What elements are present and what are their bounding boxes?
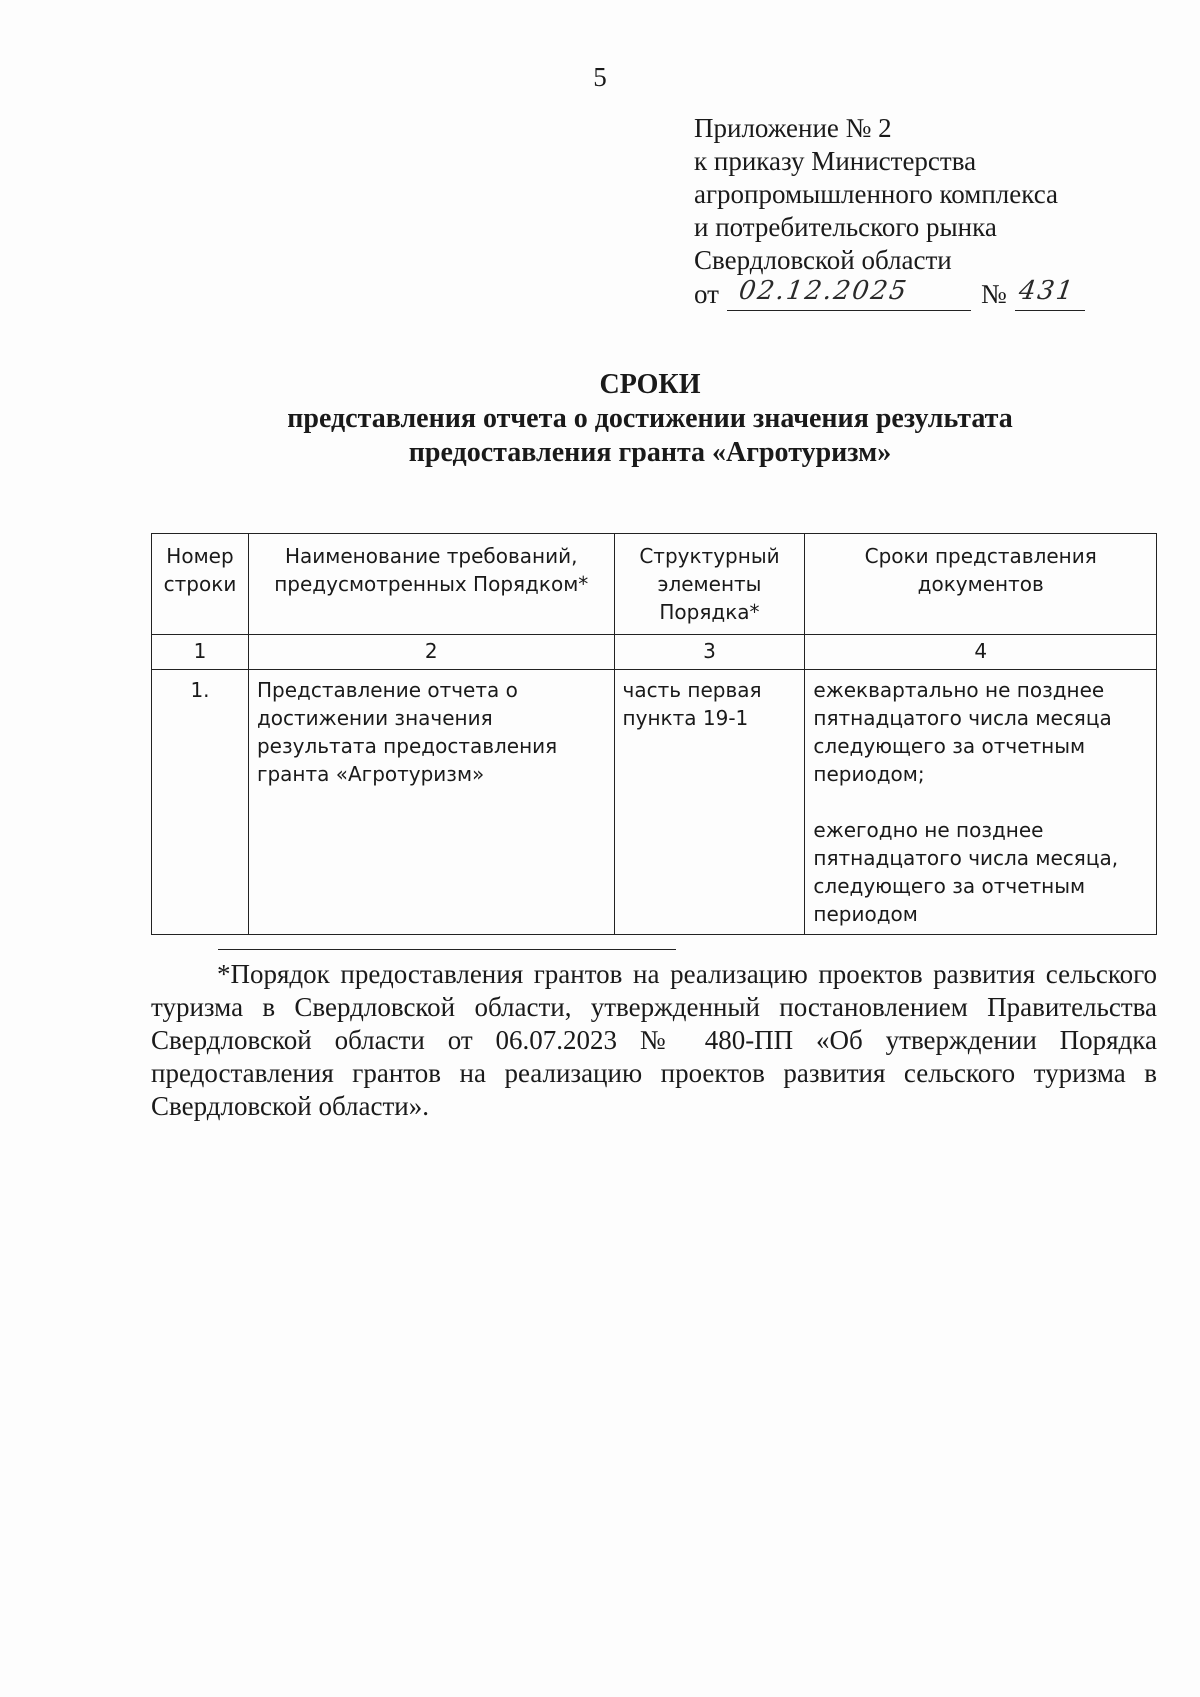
deadline-cell (805, 670, 1157, 935)
order-date-row (694, 278, 1124, 311)
row-number: 1. (152, 670, 249, 935)
footnote-divider (218, 949, 676, 950)
column-header: Структурный элементы Порядка* (614, 534, 805, 635)
appendix-block (694, 112, 1124, 311)
column-header: Сроки представления документов (805, 534, 1157, 635)
appendix-line: Приложение № 2 (694, 113, 892, 143)
date-field (727, 276, 971, 311)
appendix-line: агропромышленного комплекса (694, 179, 1058, 209)
column-number: 2 (248, 635, 614, 670)
number-prefix: № (980, 279, 1007, 309)
page-number: 5 (593, 62, 607, 92)
requirement-cell: Представление отчета о достижении значения результата предоставления гранта «Агротуризм» (248, 670, 614, 935)
document-title (0, 368, 1200, 470)
column-header: Наименование требований, предусмотренных Порядком* (248, 534, 614, 635)
handwritten-number: 431 (1016, 276, 1077, 306)
date-prefix: от (694, 279, 719, 309)
column-number-row (152, 635, 1157, 670)
footnote: *Порядок предоставления грантов на реализацию проектов развития сельского туризма в Свердловской области, утвержденный постановлением Правительства Свердловской области от 06.07.2023 № 480-ПП «Об утверждении Порядка предоставления грантов на реализацию проектов развития сельского туризма в Свердловской области». (151, 959, 1157, 1121)
deadline-quarterly: ежеквартально не позднее пятнадцатого числа месяца следующего за отчетным периодом; (813, 678, 1112, 786)
title-subtitle-line: предоставления гранта «Агротуризм» (408, 437, 892, 468)
structural-element-cell: часть первая пункта 19-1 (614, 670, 805, 935)
title-subtitle-line: представления отчета о достижении значения результата (287, 403, 1013, 434)
table-header-row (152, 534, 1157, 635)
column-number: 4 (805, 635, 1157, 670)
appendix-line: к приказу Министерства (694, 146, 977, 176)
column-number: 3 (614, 635, 805, 670)
appendix-line: Свердловской области (694, 245, 952, 275)
column-header: Номер строки (152, 534, 249, 635)
handwritten-date: 02.12.2025 (736, 276, 911, 306)
deadline-annual: ежегодно не позднее пятнадцатого числа месяца, следующего за отчетным периодом (813, 818, 1119, 926)
requirements-table (151, 533, 1157, 935)
appendix-line: и потребительского рынка (694, 212, 997, 242)
column-number: 1 (152, 635, 249, 670)
number-field (1015, 276, 1085, 311)
title-main: СРОКИ (599, 369, 701, 400)
table-row (152, 670, 1157, 935)
